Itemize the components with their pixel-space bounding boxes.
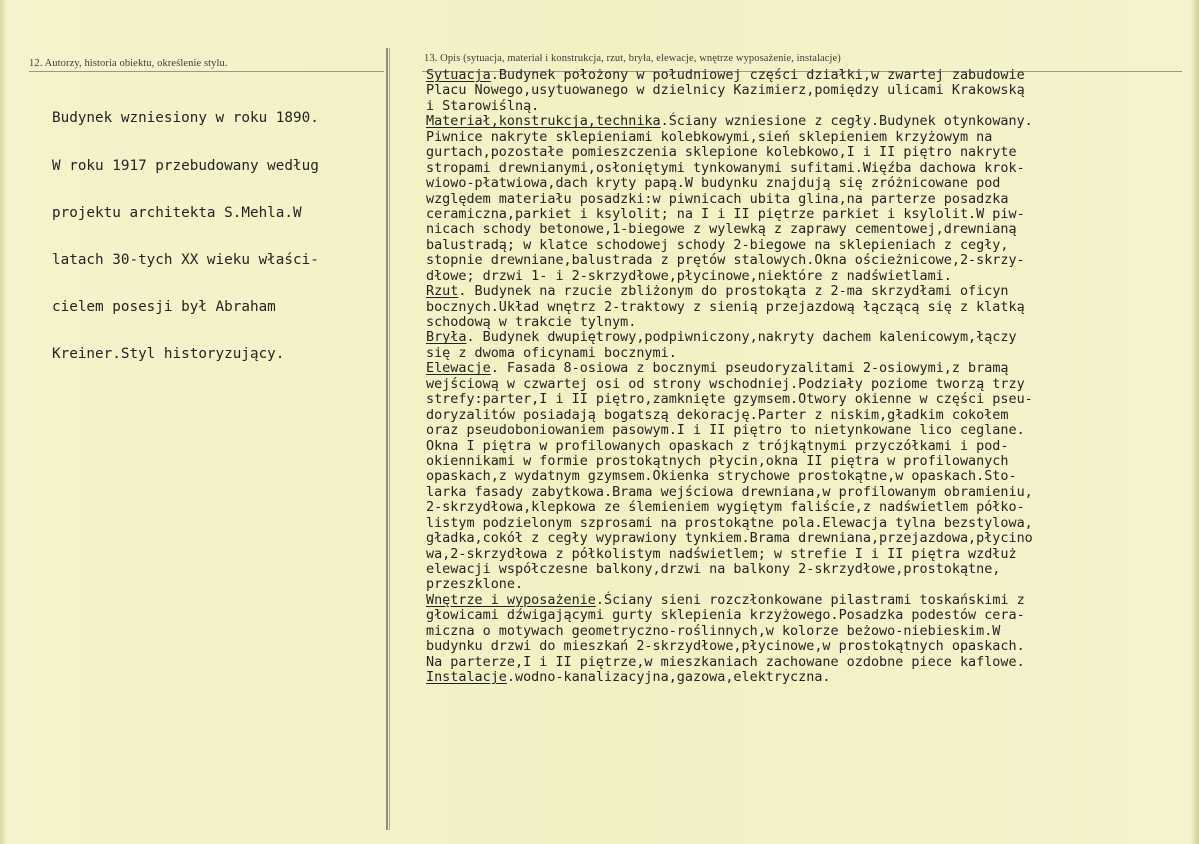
text-line: Piwnice nakryte sklepieniami kolebkowymi,sień sklepieniem krzyżowym na xyxy=(426,129,993,145)
text-line: projektu architekta S.Mehla.W xyxy=(52,204,302,221)
text-line: miczna o motywach geometryczno-roślinnych,w kolorze beżowo-niebieskim.W xyxy=(426,623,1001,639)
text-line: Bryła. Budynek dwupiętrowy,podpiwniczony,nakryty dachem kalenicowym,łączy xyxy=(426,330,1017,346)
text-line: bocznych.Układ wnętrz 2-traktowy z sienią przejazdową łączącą się z klatką xyxy=(426,299,1025,315)
text-line: wa,2-skrzydłowa z półkolistym nadświetlem; w strefie I i II piętra wzdłuż xyxy=(426,546,1017,562)
text-line: stropami drewnianymi,osłoniętymi tynkowanymi sufitami.Więźba dachowa krok- xyxy=(426,160,1025,176)
paragraph-heading: Rzut xyxy=(426,284,459,300)
text-line: elewacji współczesne balkony,drzwi na balkony 2-skrzydłowe,prostokątne, xyxy=(426,562,1001,577)
section-13-text xyxy=(426,68,1186,686)
text-line: przeszklone. xyxy=(426,577,524,593)
section-13-header: 13. Opis (sytuacja, materiał i konstrukcja, rzut, bryła, elewacje, wnętrze wyposażenie, instalacje) xyxy=(424,53,841,64)
paragraph-elewacje xyxy=(426,361,1186,593)
text-line: stopnie drewniane,balustrada z prętów stalowych.Okna ościeżnicowe,2-skrzy- xyxy=(426,253,1025,269)
text-line: Budynek wzniesiony w roku 1890. xyxy=(52,110,319,127)
text-line: oraz pseudoboniowaniem pasowym.I i II piętro to nietynkowane lico ceglane. xyxy=(426,423,1025,439)
text-line: balustradą; w klatce schodowej schody 2-biegowe na sklepieniach z cegły, xyxy=(426,237,1009,253)
text-line: wejściową w czwartej osi od strony wschodniej.Podziały poziome tworzą trzy xyxy=(426,376,1025,392)
paragraph-bryla xyxy=(426,330,1186,361)
text-line: Okna I piętra w profilowanych opaskach z trójkątnymi przyczółkami i pod- xyxy=(426,438,1009,454)
paragraph-material xyxy=(426,114,1186,284)
text-line: strefy:parter,I i II piętro,zamknięte gzymsem.Otwory okienne w części pseu- xyxy=(426,392,1033,408)
paragraph-heading: Instalacje xyxy=(426,670,507,686)
text-line: względem materiału posadzki:w piwnicach ubita glina,na parterze posadzka xyxy=(426,191,1009,207)
text-line: okiennikami w formie prostokątnych płycin,okna II piętra w profilowanych xyxy=(426,453,1009,469)
column-divider-shadow xyxy=(389,48,390,830)
text-line: 2-skrzydłowa,klepkowa ze ślemieniem wygiętym faliście,z nadświetlem półko- xyxy=(426,500,1025,516)
text-line: Instalacje.wodno-kanalizacyjna,gazowa,elektryczna. xyxy=(426,670,831,686)
text-line: Sytuacja.Budynek położony w południowej części działki,w zwartej zabudowie xyxy=(426,68,1025,83)
paragraph-wnetrze xyxy=(426,593,1186,670)
text-line: cielem posesji był Abraham xyxy=(52,298,276,315)
text-line: nicach schody betonowe,1-biegowe z wylewką z zaprawy cementowej,drewnianą xyxy=(426,222,1017,238)
text-line: wiowo-płatwiowa,dach kryty papą.W budynku znajdują się zróżnicowane pod xyxy=(426,176,1001,192)
text-line: budynku drzwi do mieszkań 2-skrzydłowe,płycinowe,w prostokątnych opaskach. xyxy=(426,639,1025,655)
paragraph-heading: Wnętrze i wyposażenie xyxy=(426,592,596,608)
text-line: i Starowiślną. xyxy=(426,98,540,114)
text-line: listym podzielonym szprosami na prostokątne pola.Elewacja tylna bezstylowa, xyxy=(426,515,1033,531)
text-line: Elewacje. Fasada 8-osiowa z bocznymi pseudoryzalitami 2-osiowymi,z bramą xyxy=(426,361,1009,377)
column-divider xyxy=(386,48,388,830)
paragraph-heading: Elewacje xyxy=(426,361,491,377)
section-12-rule xyxy=(29,71,384,72)
paragraph-heading: Materiał,konstrukcja,technika xyxy=(426,114,661,130)
section-12-header: 12. Autorzy, historia obiektu, określenie stylu. xyxy=(29,58,228,69)
page-right-edge xyxy=(1191,0,1199,844)
text-line: Rzut. Budynek na rzucie zbliżonym do prostokąta z 2-ma skrzydłami oficyn xyxy=(426,284,1009,300)
text-line: głowicami dźwigającymi gurty sklepienia krzyżowego.Posadzka podestów cera- xyxy=(426,608,1025,624)
text-line: Materiał,konstrukcja,technika.Ściany wzniesione z cegły.Budynek otynkowany. xyxy=(426,114,1033,130)
text-line: opaskach,z wydatnym gzymsem.Okienka strychowe prostokątne,w opaskach.Sto- xyxy=(426,469,1017,485)
text-line: Placu Nowego,usytuowanego w dzielnicy Kazimierz,pomiędzy ulicami Krakowską xyxy=(426,83,1025,99)
text-line: gładka,cokół z cegły wyprawiony tynkiem.Brama drewniana,przejazdowa,płycino xyxy=(426,531,1033,547)
page-left-edge xyxy=(0,0,6,844)
text-line: W roku 1917 przebudowany według xyxy=(52,157,319,174)
text-line: ceramiczna,parkiet i ksylolit; na I i II piętrze parkiet i ksylolit.W piw- xyxy=(426,206,1025,222)
text-line: Wnętrze i wyposażenie.Ściany sieni rozczłonkowane pilastrami toskańskimi z xyxy=(426,592,1025,608)
text-line: się z dwoma oficynami bocznymi. xyxy=(426,345,677,361)
text-line: latach 30-tych XX wieku właści- xyxy=(52,251,319,268)
paragraph-sytuacja xyxy=(426,68,1186,114)
paragraph-rzut xyxy=(426,284,1186,330)
text-line: Kreiner.Styl historyzujący. xyxy=(52,345,285,362)
text-line: larka fasady zabytkowa.Brama wejściowa drewniana,w profilowanym obramieniu, xyxy=(426,484,1033,500)
text-line: dłowe; drzwi 1- i 2-skrzydłowe,płycinowe,niektóre z nadświetlami. xyxy=(426,268,952,284)
text-line: gurtach,pozostałe pomieszczenia sklepione kolebkowo,I i II piętro nakryte xyxy=(426,145,1017,161)
text-line: doryzalitów posiadają bogatszą dekorację.Parter z niskim,gładkim cokołem xyxy=(426,407,1009,423)
paragraph-heading: Bryła xyxy=(426,330,467,346)
paragraph-heading: Sytuacja xyxy=(426,68,491,83)
text-line: Na parterze,I i II piętrze,w mieszkaniach zachowane ozdobne piece kaflowe. xyxy=(426,654,1025,670)
paragraph-instalacje xyxy=(426,670,1186,685)
section-12-text xyxy=(52,80,382,394)
text-line: schodową w trakcie tylnym. xyxy=(426,315,637,330)
